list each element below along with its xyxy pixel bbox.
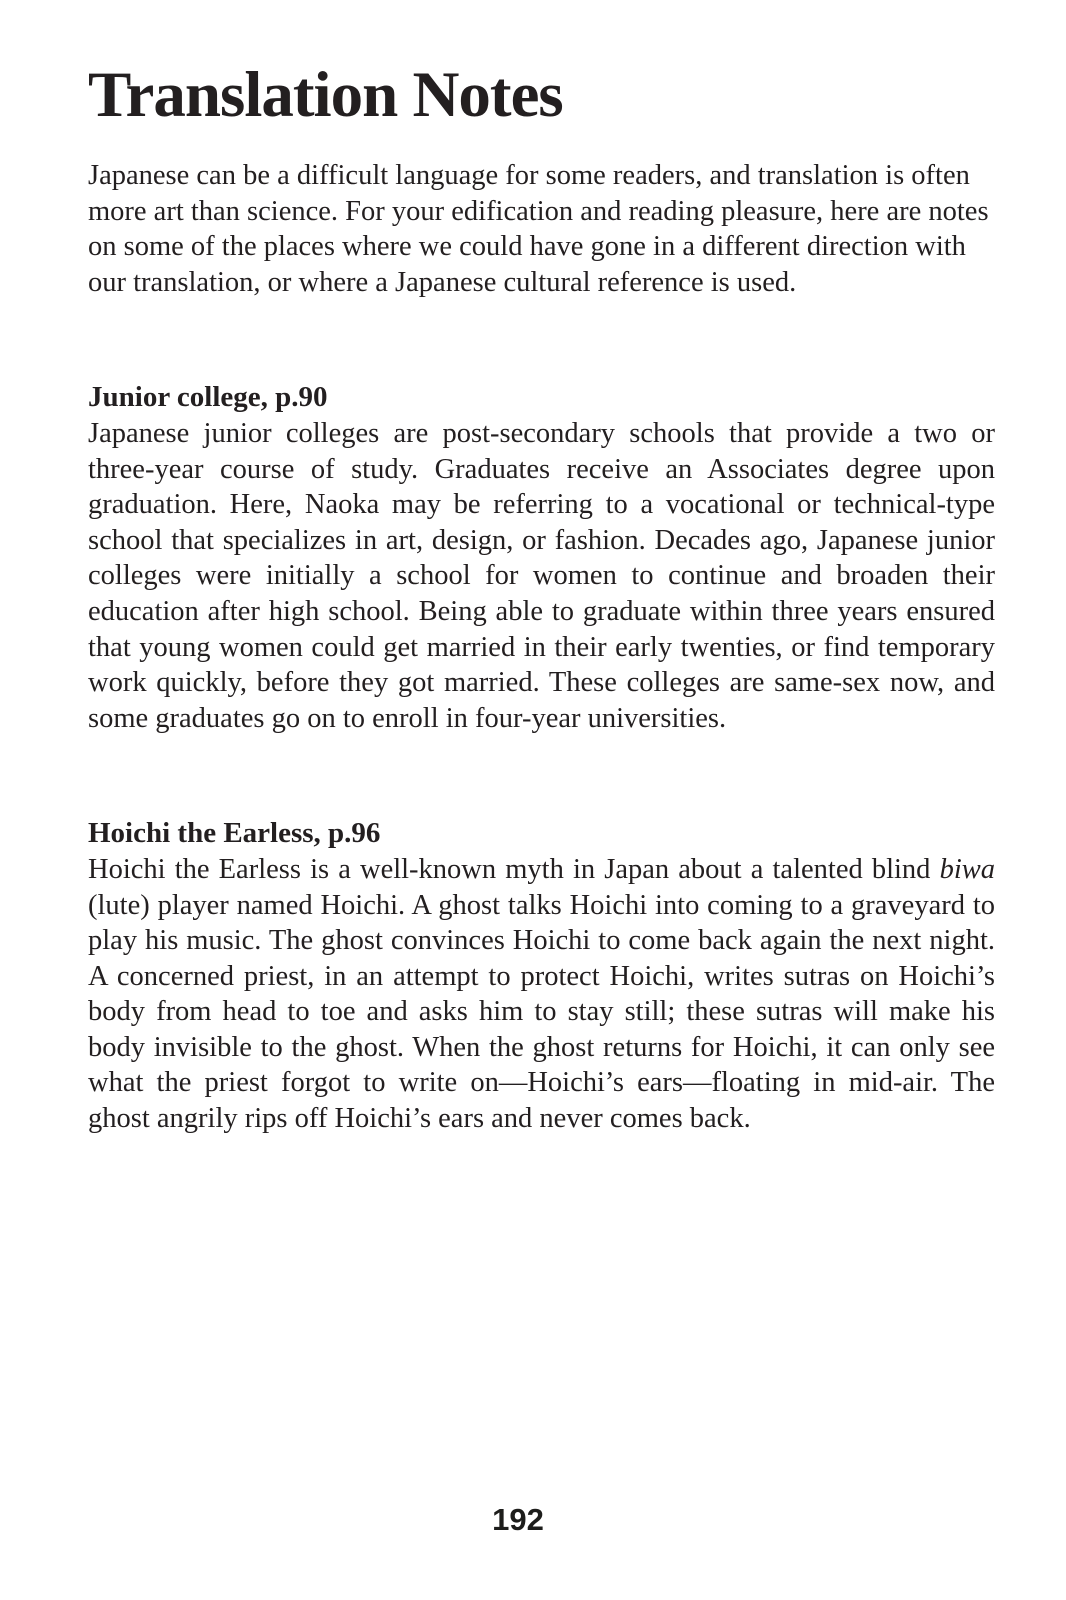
page-content <box>88 0 995 1137</box>
body-text-before-italic: Hoichi the Earless is a well-known myth in Japan about a talented blind <box>88 853 940 885</box>
page-number: 192 <box>492 1502 544 1537</box>
section-heading-hoichi: Hoichi the Earless, p.96 <box>88 817 381 850</box>
section-body-hoichi <box>88 852 995 1137</box>
intro-paragraph: Japanese can be a difficult language for some readers, and translation is often more art than science. For your edification and reading pleasure, here are notes on some of the places where we could have gone in a different direction with our translation, or where a Japanese cultural reference is used. <box>88 160 989 298</box>
section-heading-junior-college: Junior college, p.90 <box>88 381 328 414</box>
section-hoichi-the-earless <box>88 816 995 1136</box>
section-body-junior-college: Japanese junior colleges are post-secondary schools that provide a two or three-year course of study. Graduates receive an Associates degree upon graduation. Here, Naoka may be referring to a vocational or technical-type school that specializes in art, design, or fashion. Decades ago, Japanese junior colleges were initially a school for women to continue and broaden their education after high school. Being able to graduate within three years ensured that young women could get married in their early twenties, or find temporary work quickly, before they got married. These colleges are same-sex now, and some graduates go on to enroll in four-year universities. <box>88 417 995 734</box>
italic-term-biwa: biwa <box>939 853 995 885</box>
body-text-after-italic: (lute) player named Hoichi. A ghost talks Hoichi into coming to a graveyard to play his music. The ghost convinces Hoichi to come back again the next night. A concerned priest, in an attempt to protect Hoichi, writes sutras on Hoichi’s body from head to toe and asks him to stay still; these sutras will make his body invisible to the ghost. When the ghost returns for Hoichi, it can only see what the priest forgot to write on—Hoichi’s ears—floating in mid-air. The ghost angrily rips off Hoichi’s ears and never comes back. <box>88 889 995 1135</box>
section-junior-college <box>88 380 995 736</box>
page-title: Translation Notes <box>88 59 563 131</box>
